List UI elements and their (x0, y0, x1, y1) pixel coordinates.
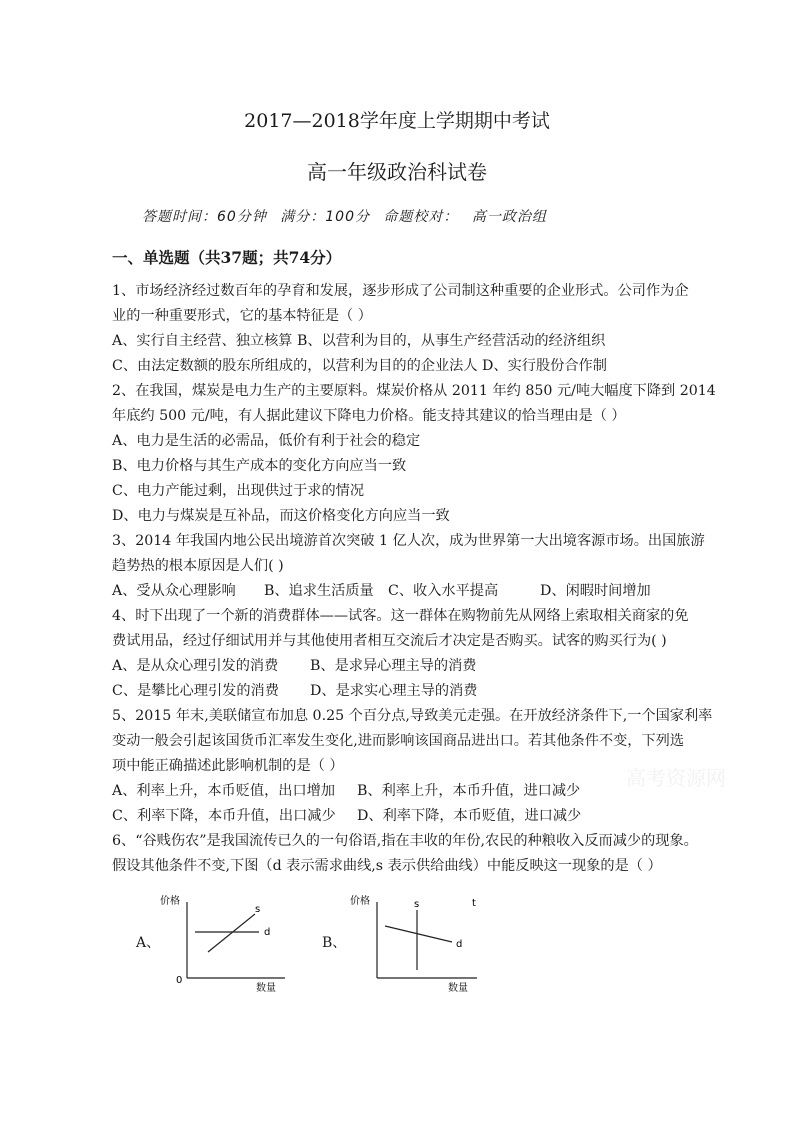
question-4-option-b: B、是求异心理主导的消费 (310, 658, 477, 674)
graph-a-d-label: d (264, 927, 271, 938)
question-5-stem-line1: 5、2015 年末,美联储宣布加息 0.25 个百分点,导致美元走强。在开放经济条件下,一个国家利率 (112, 708, 713, 724)
question-4-stem-line1: 4、时下出现了一个新的消费群体——试客。这一群体在购物前先从网络上索取相关商家的免 (112, 608, 689, 624)
question-5-option-d: D、利率下降，本币贬值，进口减少 (357, 808, 582, 824)
graph-b-d-label: d (456, 939, 463, 950)
question-5-stem-line3: 项中能正确描述此影响机制的是（ ） (112, 758, 344, 774)
question-4-option-c: C、是攀比心理引发的消费 (112, 683, 279, 699)
question-2-stem-line1: 2、在我国，煤炭是电力生产的主要原料。煤炭价格从 2011 年约 850 元/吨大幅度下降到 2014 (112, 383, 716, 399)
graph-a-origin: 0 (176, 975, 183, 986)
exam-subtitle: 高一年级政治科试卷 (307, 160, 487, 184)
graph-a-supply-curve (208, 914, 255, 952)
question-3-option-d: D、闲暇时间增加 (540, 583, 651, 599)
question-3-option-b: B、追求生活质量 (264, 583, 374, 599)
exam-title: 2017—2018学年度上学期期中考试 (244, 110, 550, 132)
question-1-stem-line1: 1、市场经济经过数百年的孕育和发展，逐步形成了公司制这种重要的企业形式。公司作为企 (112, 283, 689, 299)
graph-a-option-label: A、 (136, 935, 161, 951)
question-4-option-d: D、是求实心理主导的消费 (310, 683, 478, 699)
graph-b-demand-curve (385, 926, 452, 942)
question-4-option-a: A、是从众心理引发的消费 (112, 658, 279, 674)
question-6-stem-line2: 假设其他条件不变,下图（d 表示需求曲线,s 表示供给曲线）中能反映这一现象的是（ ） (112, 858, 662, 874)
question-4-options-cd (112, 681, 477, 701)
exam-meta: 答题时间：60分钟 满分：100分 命题校对： 高一政治组 (142, 209, 547, 225)
question-3-stem-line1: 3、2014 年我国内地公民出境游首次突破 1 亿人次，成为世界第一大出境客源市场。出国旅游 (112, 533, 705, 549)
question-2-option-a: A、电力是生活的必需品，低价有利于社会的稳定 (112, 433, 421, 449)
question-6-stem-line1: 6、“谷贱伤农”是我国流传已久的一句俗语,指在丰收的年份,农民的种粮收入反而减少的现象。 (112, 833, 698, 849)
graph-a-y-axis-label: 价格 (160, 896, 180, 907)
graph-b (350, 888, 490, 998)
graph-b-y-axis-label: 价格 (350, 896, 370, 907)
question-1-option-ab: A、实行自主经营、独立核算 B、以营利为目的，从事生产经营活动的经济组织 (112, 333, 606, 349)
graph-a-x-axis-label: 数量 (256, 983, 276, 994)
question-2-stem-line2: 年底约 500 元/吨，有人据此建议下降电力价格。能支持其建议的恰当理由是（ ） (112, 408, 626, 424)
question-3-stem-line2: 趋势热的根本原因是人们( ) (112, 558, 284, 574)
question-2-option-b: B、电力价格与其生产成本的变化方向应当一致 (112, 458, 407, 474)
question-1-stem-line2: 业的一种重要形式，它的基本特征是（ ） (112, 308, 372, 324)
graph-a-s-label: s (255, 904, 261, 915)
graph-b-option-label: B、 (322, 935, 347, 951)
question-5-stem-line2: 变动一般会引起该国货币汇率发生变化,进而影响该国商品进出口。若其他条件不变，下列选 (112, 733, 685, 749)
question-4-stem-line2: 费试用品，经过仔细试用并与其他使用者相互交流后才决定是否购买。试客的购买行为( ) (112, 633, 667, 649)
question-2-option-c: C、电力产能过剩，出现供过于求的情况 (112, 483, 365, 499)
question-2-option-d: D、电力与煤炭是互补品，而这价格变化方向应当一致 (112, 508, 450, 524)
watermark: 高考资源网 (626, 766, 726, 790)
question-3-options (112, 581, 651, 601)
question-3-option-c: C、收入水平提高 (388, 583, 499, 599)
question-1-option-cd: C、由法定数额的股东所组成的，以营利为目的的企业法人 D、实行股份合作制 (112, 358, 607, 374)
graph-b-x-axis-label: 数量 (448, 983, 468, 994)
question-5-option-c: C、利率下降，本币升值，出口减少 (112, 808, 336, 824)
question-3-option-a: A、受从众心理影响 (112, 583, 236, 599)
section-heading: 一、单选题（共37题；共74分） (112, 248, 342, 267)
graph-b-s-label: s (414, 899, 420, 910)
question-5-option-b: B、利率上升，本币升值，进口减少 (357, 783, 581, 799)
question-5-options-ab (112, 781, 580, 801)
graph-a (160, 888, 300, 998)
question-4-options-ab (112, 656, 477, 676)
question-5-option-a: A、利率上升，本币贬值，出口增加 (112, 783, 336, 799)
question-5-options-cd (112, 806, 581, 826)
graph-b-corner-mark: t (472, 898, 476, 909)
